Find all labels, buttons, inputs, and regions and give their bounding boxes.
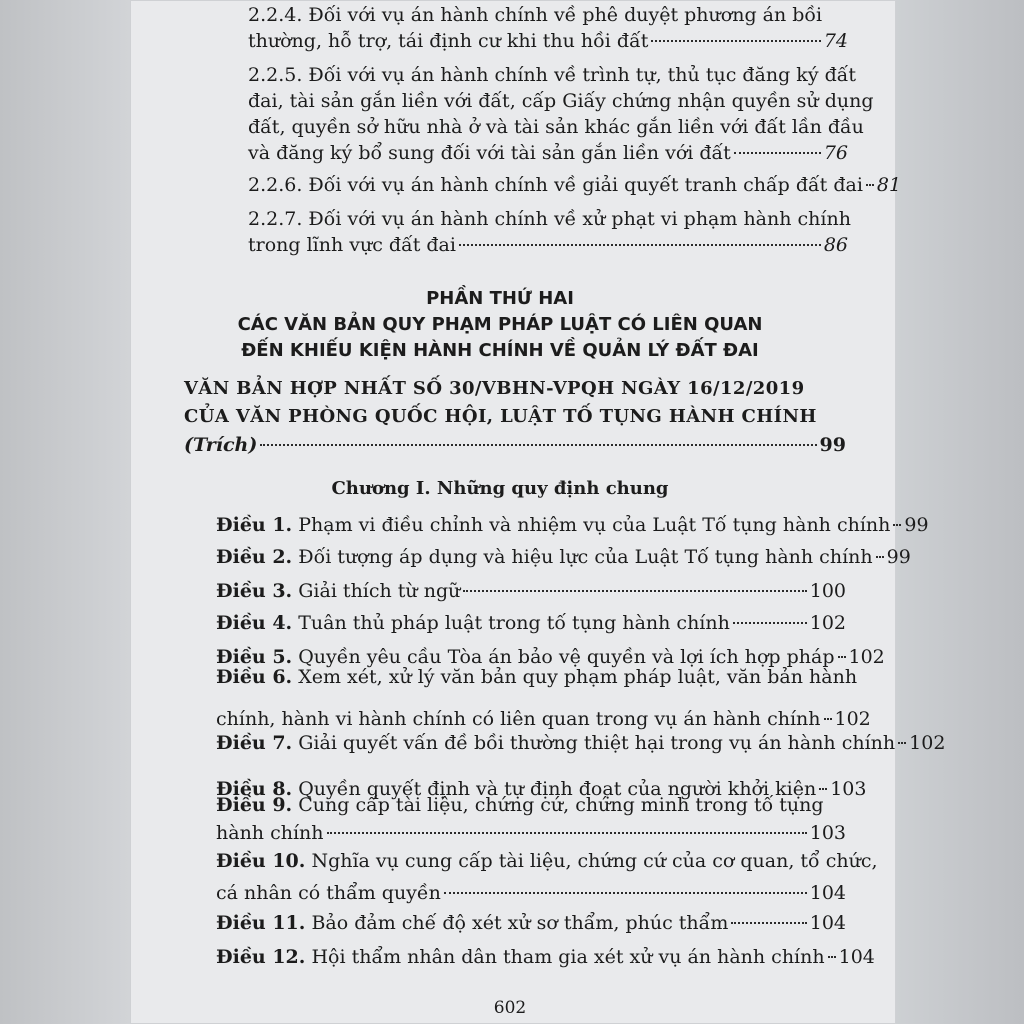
toc-article-6[interactable]: chính, hành vi hành chính có liên quan trong vụ án hành chính 102 xyxy=(216,708,871,730)
page-number: 104 xyxy=(809,882,846,904)
toc-entry-2-2-5-line1: 2.2.5. Đối với vụ án hành chính về trình tự, thủ tục đăng ký đất xyxy=(248,64,857,86)
toc-article-11[interactable]: Điều 11. Bảo đảm chế độ xét xử sơ thẩm, phúc thẩm 104 xyxy=(216,912,846,934)
page-number: 102 xyxy=(834,708,871,730)
toc-entry-2-2-7[interactable]: trong lĩnh vực đất đai 86 xyxy=(248,234,848,256)
leader-dots xyxy=(866,184,874,186)
page-number: 86 xyxy=(823,234,848,256)
toc-article-10-line1: Điều 10. Nghĩa vụ cung cấp tài liệu, chứng cứ của cơ quan, tổ chức, xyxy=(216,850,878,872)
page-number: 81 xyxy=(876,174,902,196)
leader-dots xyxy=(444,892,807,894)
page-number: 74 xyxy=(823,30,848,52)
page-number: 99 xyxy=(904,514,929,536)
toc-article-8[interactable]: Điều 8. Quyền quyết định và tự định đoạt của người khởi kiện 103 xyxy=(216,778,867,800)
toc-entry-2-2-7-line1: 2.2.7. Đối với vụ án hành chính về xử phạt vi phạm hành chính xyxy=(248,208,851,230)
page-number: 102 xyxy=(909,732,946,754)
leader-dots xyxy=(731,922,806,924)
leader-dots xyxy=(838,656,846,658)
toc-article-9-line1: Điều 9. Cung cấp tài liệu, chứng cứ, chứng minh trong tố tụng xyxy=(216,794,824,816)
toc-article-3[interactable]: Điều 3. Giải thích từ ngữ 100 xyxy=(216,580,846,602)
excerpt-note: (Trích) xyxy=(184,434,258,456)
page-number: 76 xyxy=(823,142,848,164)
toc-entry-document[interactable] xyxy=(184,432,846,458)
page-footer-number: 602 xyxy=(493,998,527,1018)
page-number: 99 xyxy=(819,434,846,456)
toc-article-5[interactable]: Điều 5. Quyền yêu cầu Tòa án bảo vệ quyền và lợi ích hợp pháp 102 xyxy=(216,646,885,668)
toc-article-6-line1: Điều 6. Xem xét, xử lý văn bản quy phạm pháp luật, văn bản hành xyxy=(216,666,858,688)
document-title-line2: CỦA VĂN PHÒNG QUỐC HỘI, LUẬT TỐ TỤNG HÀNH CHÍNH xyxy=(184,406,817,427)
leader-dots xyxy=(876,556,884,558)
leader-dots xyxy=(463,590,806,592)
leader-dots xyxy=(893,524,901,526)
toc-entry-2-2-4-line1: 2.2.4. Đối với vụ án hành chính về phê duyệt phương án bồi xyxy=(248,4,823,26)
leader-dots xyxy=(824,718,832,720)
part-heading-line3: ĐẾN KHIẾU KIỆN HÀNH CHÍNH VỀ QUẢN LÝ ĐẤT ĐAI xyxy=(241,340,759,361)
page-number: 99 xyxy=(886,546,911,568)
leader-dots xyxy=(898,742,906,744)
page-number: 100 xyxy=(809,580,846,602)
toc-article-2[interactable]: Điều 2. Đối tượng áp dụng và hiệu lực của Luật Tố tụng hành chính 99 xyxy=(216,546,911,568)
toc-entry-2-2-4[interactable]: thường, hỗ trợ, tái định cư khi thu hồi đất 74 xyxy=(248,30,848,52)
page-number: 102 xyxy=(809,612,846,634)
page-number: 104 xyxy=(838,946,875,968)
page-number: 103 xyxy=(809,822,846,844)
toc-article-12[interactable]: Điều 12. Hội thẩm nhân dân tham gia xét xử vụ án hành chính 104 xyxy=(216,946,875,968)
leader-dots xyxy=(819,788,827,790)
toc-entry-2-2-5[interactable]: và đăng ký bổ sung đối với tài sản gắn liền với đất 76 xyxy=(248,142,848,164)
toc-article-10[interactable]: cá nhân có thẩm quyền 104 xyxy=(216,882,846,904)
leader-dots xyxy=(459,244,821,246)
part-heading-line1: PHẦN THỨ HAI xyxy=(426,288,574,309)
page-number: 103 xyxy=(830,778,867,800)
toc-entry-2-2-5-line2: đai, tài sản gắn liền với đất, cấp Giấy chứng nhận quyền sử dụng xyxy=(248,90,874,112)
leader-dots xyxy=(327,832,807,834)
leader-dots xyxy=(733,622,807,624)
toc-article-7[interactable]: Điều 7. Giải quyết vấn đề bồi thường thiệt hại trong vụ án hành chính 102 xyxy=(216,732,946,754)
leader-dots xyxy=(828,956,836,958)
leader-dots xyxy=(734,152,821,154)
toc-article-4[interactable]: Điều 4. Tuân thủ pháp luật trong tố tụng hành chính 102 xyxy=(216,612,846,634)
page-number: 104 xyxy=(809,912,846,934)
chapter-title: Chương I. Những quy định chung xyxy=(331,478,669,499)
toc-entry-2-2-6[interactable]: 2.2.6. Đối với vụ án hành chính về giải quyết tranh chấp đất đai 81 xyxy=(248,174,902,196)
leader-dots xyxy=(260,444,816,446)
part-heading-line2: CÁC VĂN BẢN QUY PHẠM PHÁP LUẬT CÓ LIÊN QUAN xyxy=(237,314,763,335)
leader-dots xyxy=(651,40,820,42)
toc-article-1[interactable]: Điều 1. Phạm vi điều chỉnh và nhiệm vụ của Luật Tố tụng hành chính 99 xyxy=(216,514,929,536)
document-title-line1: VĂN BẢN HỢP NHẤT SỐ 30/VBHN-VPQH NGÀY 16/12/2019 xyxy=(184,378,805,399)
toc-entry-2-2-5-line3: đất, quyền sở hữu nhà ở và tài sản khác gắn liền với đất lần đầu xyxy=(248,116,864,138)
left-page-edge xyxy=(0,0,130,1024)
page-number: 102 xyxy=(848,646,885,668)
toc-article-9[interactable]: hành chính 103 xyxy=(216,822,846,844)
